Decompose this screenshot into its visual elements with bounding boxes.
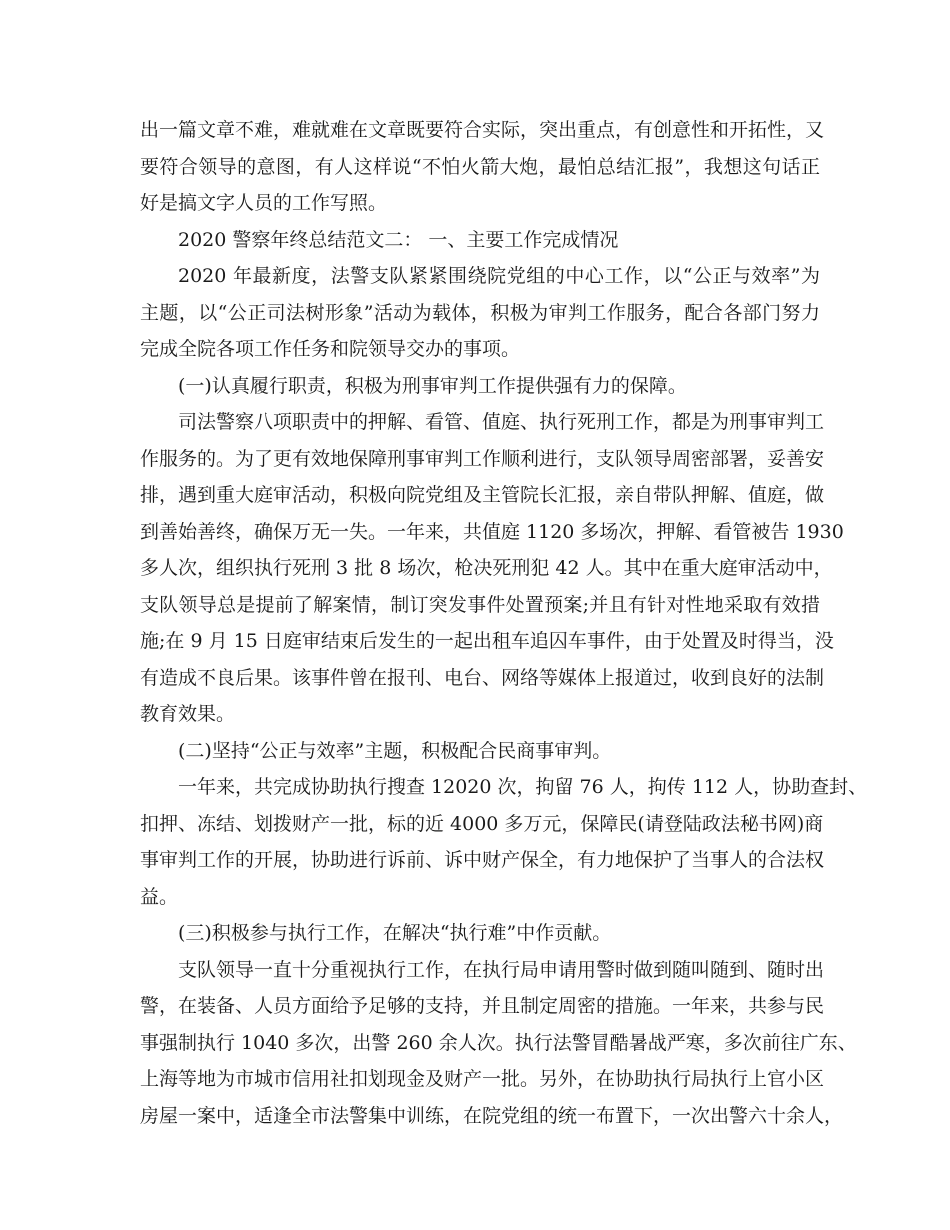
- text-line: (一)认真履行职责，积极为刑事审判工作提供强有力的保障。: [178, 375, 687, 397]
- text-line: 出一篇文章不难，难就难在文章既要符合实际，突出重点，有创意性和开拓性，又: [140, 119, 825, 141]
- text-line: 警，在装备、人员方面给予足够的支持，并且制定周密的措施。一年来，共参与民: [140, 995, 825, 1017]
- text-line: 扣押、冻结、划拨财产一批，标的近 4000 多万元，保障民(请登陆政法秘书网)商: [140, 813, 824, 835]
- text-line: 支队领导一直十分重视执行工作，在执行局申请用警时做到随叫随到、随时出: [178, 959, 825, 981]
- text-line: 多人次，组织执行死刑 3 批 8 场次，枪决死刑犯 42 人。其中在重大庭审活动中，: [140, 557, 833, 579]
- text-line: 教育效果。: [140, 703, 236, 725]
- text-line: 益。: [140, 886, 179, 908]
- text-line: 事审判工作的开展，协助进行诉前、诉中财产保全，有力地保护了当事人的合法权: [140, 849, 825, 871]
- text-line: 主题，以“公正司法树形象”活动为载体，积极为审判工作服务，配合各部门努力: [140, 302, 820, 324]
- text-line: 2020 警察年终总结范文二： 一、主要工作完成情况: [178, 229, 619, 251]
- text-line: 事强制执行 1040 多次，出警 260 余人次。执行法警冒酷暑战严寒，多次前往广东、: [140, 1032, 857, 1054]
- text-line: 一年来，共完成协助执行搜查 12020 次，拘留 76 人，拘传 112 人，协助查封、: [178, 776, 868, 798]
- text-line: 排，遇到重大庭审活动，积极向院党组及主管院长汇报，亲自带队押解、值庭，做: [140, 484, 825, 506]
- text-line: 好是搞文字人员的工作写照。: [140, 192, 388, 214]
- text-line: 司法警察八项职责中的押解、看管、值庭、执行死刑工作，都是为刑事审判工: [178, 411, 825, 433]
- text-line: 房屋一案中，适逢全市法警集中训练，在院党组的统一布置下，一次出警六十余人，: [140, 1105, 844, 1127]
- text-line: 作服务的。为了更有效地保障刑事审判工作顺利进行，支队领导周密部署，妥善安: [140, 448, 825, 470]
- text-line: 支队领导总是提前了解案情，制订突发事件处置预案;并且有针对性地采取有效措: [140, 594, 820, 616]
- text-line: 完成全院各项工作任务和院领导交办的事项。: [140, 338, 521, 360]
- text-line: 2020 年最新度，法警支队紧紧围绕院党组的中心工作，以“公正与效率”为: [178, 265, 820, 287]
- text-line: 有造成不良后果。该事件曾在报刊、电台、网络等媒体上报道过，收到良好的法制: [140, 667, 825, 689]
- text-line: (二)坚持“公正与效率”主题，积极配合民商事审判。: [178, 740, 612, 762]
- text-line: 施;在 9 月 15 日庭审结束后发生的一起出租车追囚车事件，由于处置及时得当，没: [140, 630, 834, 652]
- text-line: 到善始善终，确保万无一失。一年来，共值庭 1120 多场次，押解、看管被告 1930: [140, 521, 844, 543]
- text-line: 要符合领导的意图，有人这样说“不怕火箭大炮，最怕总结汇报”，我想这句话正: [140, 156, 820, 178]
- text-line: (三)积极参与执行工作，在解决“执行难”中作贡献。: [178, 922, 612, 944]
- text-line: 上海等地为市城市信用社扣划现金及财产一批。另外，在协助执行局执行上官小区: [140, 1068, 825, 1090]
